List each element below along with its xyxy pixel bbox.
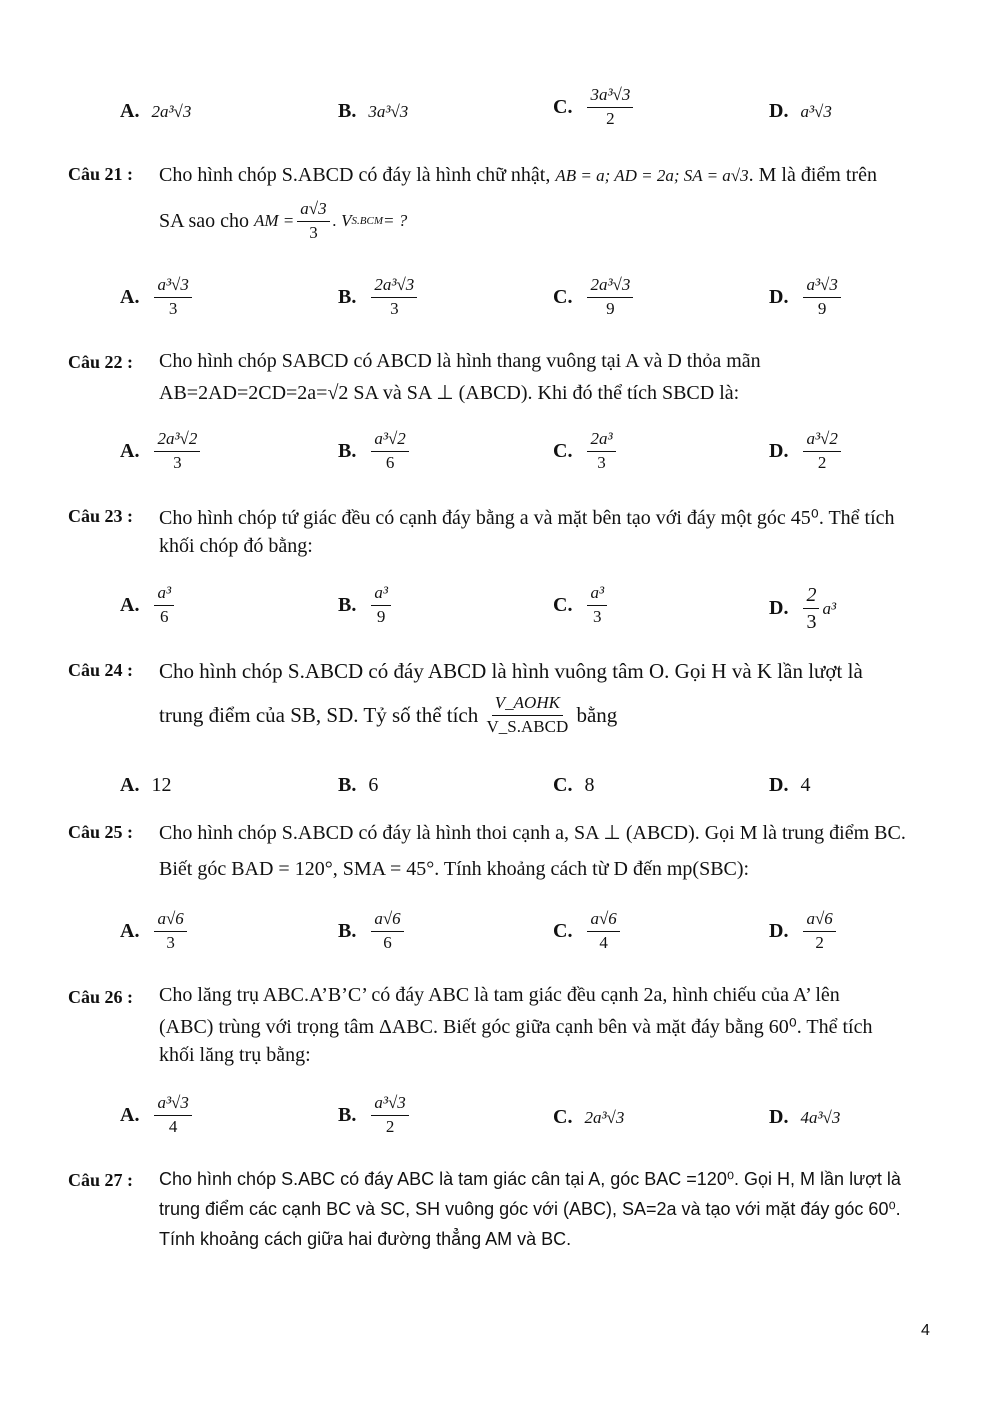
q25-line2: Biết góc BAD = 120°, SMA = 45°. Tính khoảng cách từ D đến mp(SBC): [159,858,750,880]
q22-option-a: A. $\frac{\text{2a³√2}}{3}$ [120,430,203,472]
q22-label: Câu 22 : [68,352,134,372]
q25-line1: Cho hình chóp S.ABCD có đáy là hình thoi cạnh a, SA ⊥ (ABCD). Gọi M là trung điểm BC. [159,822,906,844]
q20-option-d: D. a³√3 [769,100,832,122]
q22-line2: AB=2AD=2CD=2a=√2 SA và SA ⊥ (ABCD). Khi đó thể tích SBCD là: [159,382,740,404]
q25-option-d: D. $\frac{a√6}{2}$ [769,910,839,952]
q26-label: Câu 26 : [68,987,134,1007]
q25-option-b: B. $\frac{a√6}{6}$ [338,910,407,952]
q20-option-c: C. $\frac{\text{3a³√3}}{2}$ [553,86,636,128]
q26-option-a: A. $\frac{\text{a³√3}}{4}$ [120,1094,195,1136]
q25-label: Câu 25 : [68,822,134,842]
q21-option-a: A. $\frac{\text{a³√3}}{3}$ [120,276,195,318]
q23-option-b: B. $\frac{\text{a³}}{9}$ [338,584,394,626]
q25-option-c: C. $\frac{a√6}{4}$ [553,910,623,952]
q22-option-d: D. $\frac{\text{a³√2}}{2}$ [769,430,844,472]
q23-label: Câu 23 : [68,506,134,526]
q21-label: Câu 21 : [68,164,134,184]
q27-line2: trung điểm các cạnh BC và SC, SH vuông góc với (ABC), SA=2a và tạo với mặt đáy góc 60⁰. [159,1199,901,1219]
q21-option-d: D. $\frac{\text{a³√3}}{9}$ [769,276,844,318]
q23-line1: Cho hình chóp tứ giác đều có cạnh đáy bằng a và mặt bên tạo với đáy một góc 45⁰. Thể tích [159,507,895,529]
q27-label: Câu 27 : [68,1170,134,1190]
q22-line1: Cho hình chóp SABCD có ABCD là hình thang vuông tại A và D thỏa mãn [159,350,761,372]
q21-option-c: C. $\frac{\text{2a³√3}}{9}$ [553,276,636,318]
q20-option-b: B. 3a³√3 [338,100,409,122]
q24-option-c: C. 8 [553,774,595,796]
q26-line2: (ABC) trùng với trọng tâm ΔABC. Biết góc giữa cạnh bên và mặt đáy bằng 60⁰. Thể tích [159,1016,873,1038]
q27-line3: Tính khoảng cách giữa hai đường thẳng AM và BC. [159,1229,572,1249]
q22-option-b: B. $\frac{\text{a³√2}}{6}$ [338,430,412,472]
q24-line2: trung điểm của SB, SD. Tỷ số thể tích $\frac{\text{V\_AOHK}}{\text{V\_S.ABCD}}$ bằng [159,693,618,736]
q21-line2: SA sao cho AM = $\frac{a√3}{3}$ . V S.BCM = ? [159,199,408,242]
q26-option-b: B. $\frac{\text{a³√3}}{2}$ [338,1094,412,1136]
q24-option-b: B. 6 [338,774,379,796]
q22-option-c: C. $\frac{\text{2a³}}{3}$ [553,430,619,472]
q24-line1: Cho hình chóp S.ABCD có đáy ABCD là hình vuông tâm O. Gọi H và K lần lượt là [159,659,863,683]
q26-line3: khối lăng trụ bằng: [159,1044,311,1066]
q26-option-d: D. 4a³√3 [769,1106,841,1128]
q21-line1: Cho hình chóp S.ABCD có đáy là hình chữ nhật, AB = a; AD = 2a; SA = a√3. M là điểm trên [159,164,877,186]
q21-option-b: B. $\frac{\text{2a³√3}}{3}$ [338,276,420,318]
q26-option-c: C. 2a³√3 [553,1106,625,1128]
q27-line1: Cho hình chóp S.ABC có đáy ABC là tam giác cân tại A, góc BAC =120⁰. Gọi H, M lần lượt là [159,1169,901,1189]
page-number: 4 [921,1322,930,1339]
q25-option-a: A. $\frac{a√6}{3}$ [120,910,190,952]
q23-line2: khối chóp đó bằng: [159,535,313,557]
q23-option-d: D. $\frac{2}{3}$ a³ [769,584,837,633]
q24-label: Câu 24 : [68,660,134,680]
q24-option-a: A. 12 [120,774,172,796]
q23-option-c: C. $\frac{\text{a³}}{3}$ [553,584,610,626]
q24-option-d: D. 4 [769,774,811,796]
q20-option-a: A. 2a³√3 [120,100,192,122]
q23-option-a: A. $\frac{\text{a³}}{6}$ [120,584,177,626]
q26-line1: Cho lăng trụ ABC.A’B’C’ có đáy ABC là tam giác đều cạnh 2a, hình chiếu của A’ lên [159,984,840,1006]
